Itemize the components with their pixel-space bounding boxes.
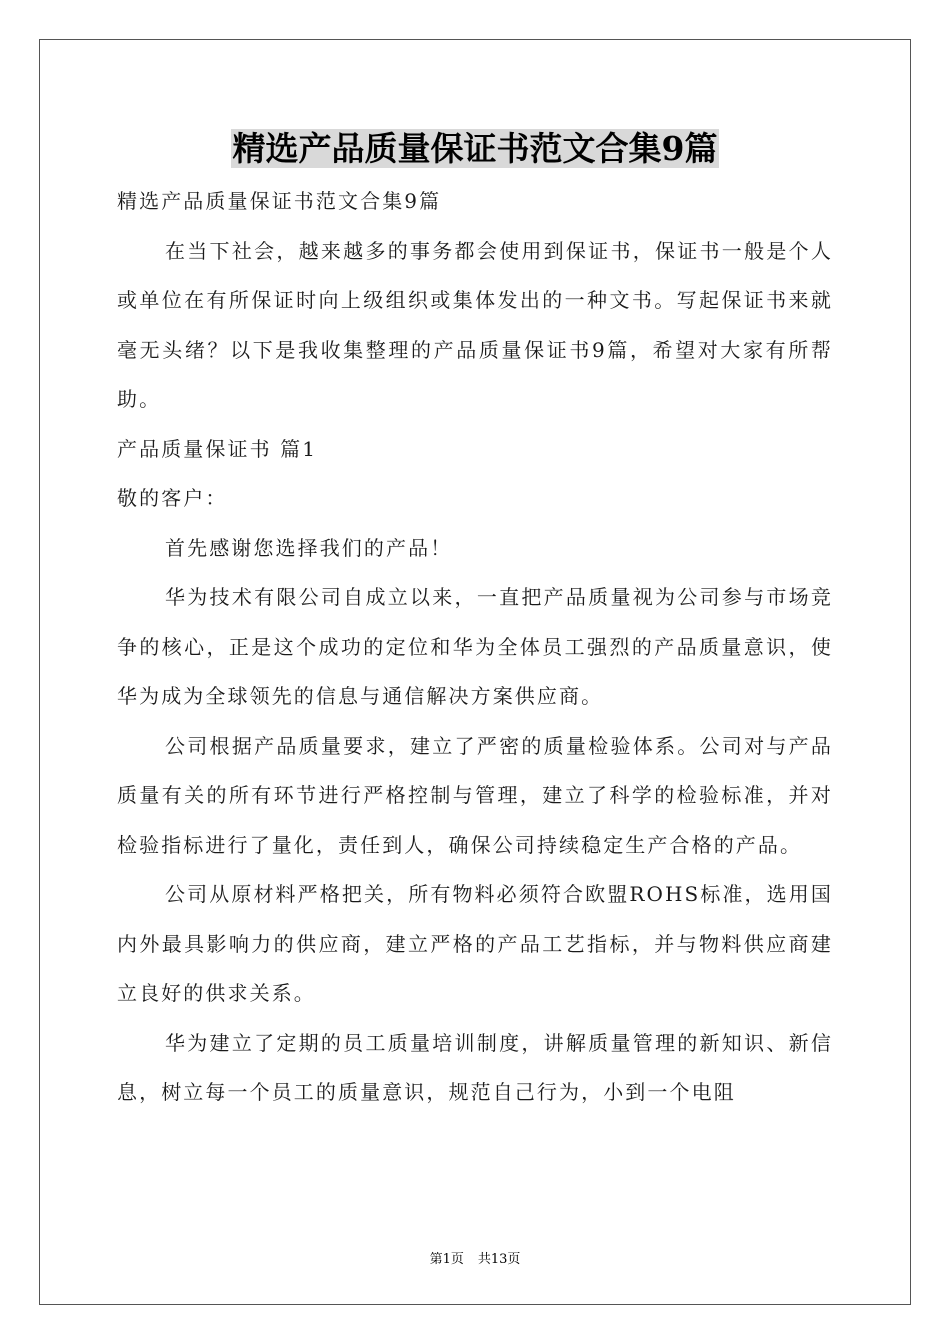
body-paragraph: 华为建立了定期的员工质量培训制度，讲解质量管理的新知识、新信息，树立每一个员工的质量意识，规范自己行为，小到一个电阻 [117,1030,833,1104]
salutation: 敬的客户： [117,486,228,510]
body-paragraph: 公司从原材料严格把关，所有物料必须符合欧盟ROHS标准，选用国内外最具影响力的供应商，建立严格的产品工艺指标，并与物料供应商建立良好的供求关系。 [117,882,833,1005]
intro-paragraph: 在当下社会，越来越多的事务都会使用到保证书，保证书一般是个人或单位在有所保证时向上级组织或集体发出的一种文书。写起保证书来就毫无头绪？以下是我收集整理的产品质量保证书9篇，希望对大家有所帮助。 [117,238,833,411]
subtitle-line: 精选产品质量保证书范文合集9篇 [117,189,442,213]
document-title-text: 精选产品质量保证书范文合集9篇 [232,129,718,168]
document-body [117,177,833,1118]
page-number: 第1页 [429,1252,464,1267]
document-title [0,126,950,172]
body-paragraph: 华为技术有限公司自成立以来，一直把产品质量视为公司参与市场竞争的核心，正是这个成功的定位和华为全体员工强烈的产品质量意识，使华为成为全球领先的信息与通信解决方案供应商。 [117,585,833,708]
body-paragraph: 公司根据产品质量要求，建立了严密的质量检验体系。公司对与产品质量有关的所有环节进行严格控制与管理，建立了科学的检验标准，并对检验指标进行了量化，责任到人，确保公司持续稳定生产合格的产品。 [117,733,833,857]
page-total: 共13页 [477,1252,521,1267]
section-heading: 产品质量保证书 篇1 [117,436,318,461]
body-paragraph: 首先感谢您选择我们的产品！ [165,535,453,560]
page-footer [0,1248,950,1267]
